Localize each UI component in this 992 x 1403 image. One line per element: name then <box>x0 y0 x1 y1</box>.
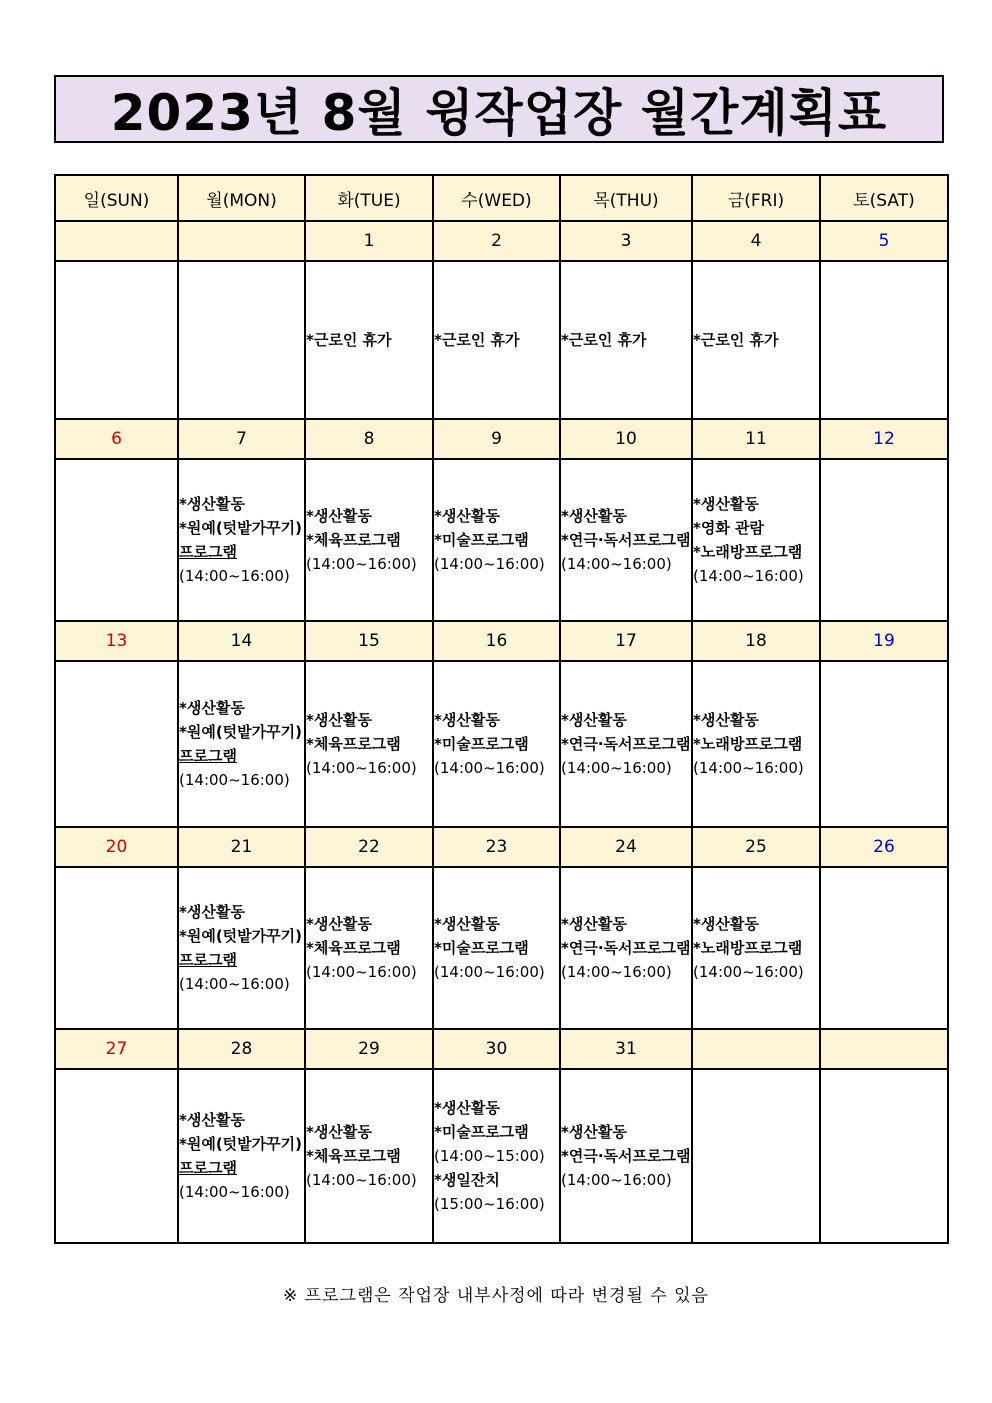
schedule-line: 프로그램 <box>179 747 237 765</box>
schedule-line: *생산활동 <box>306 1123 372 1141</box>
date-row <box>55 1029 948 1069</box>
schedule-cell <box>433 261 560 419</box>
calendar-table <box>54 174 949 1244</box>
schedule-line: (14:00~16:00) <box>179 975 290 993</box>
date-cell: 5 <box>820 221 948 261</box>
schedule-line: (14:00~16:00) <box>306 963 417 981</box>
schedule-cell <box>692 867 820 1029</box>
date-row <box>55 827 948 867</box>
date-cell: 19 <box>820 621 948 661</box>
date-cell <box>178 221 305 261</box>
schedule-row <box>55 459 948 621</box>
schedule-cell <box>692 459 820 621</box>
date-cell: 10 <box>560 419 692 459</box>
schedule-line: (14:00~16:00) <box>434 759 545 777</box>
date-cell: 11 <box>692 419 820 459</box>
schedule-line: (14:00~16:00) <box>306 555 417 573</box>
date-cell: 25 <box>692 827 820 867</box>
date-cell: 20 <box>55 827 178 867</box>
schedule-cell <box>433 867 560 1029</box>
schedule-line: *생산활동 <box>306 507 372 525</box>
schedule-row <box>55 867 948 1029</box>
schedule-cell <box>692 261 820 419</box>
schedule-line: *원예(텃밭가꾸기) <box>179 519 302 537</box>
schedule-cell <box>178 261 305 419</box>
schedule-row <box>55 1069 948 1243</box>
schedule-line: *원예(텃밭가꾸기) <box>179 1135 302 1153</box>
weekday-header: 일(SUN) <box>55 175 178 221</box>
schedule-cell <box>55 867 178 1029</box>
schedule-line: (14:00~16:00) <box>179 567 290 585</box>
schedule-cell <box>820 261 948 419</box>
schedule-line: (14:00~16:00) <box>693 759 804 777</box>
schedule-cell <box>820 1069 948 1243</box>
schedule-line: *체육프로그램 <box>306 531 401 549</box>
schedule-line: *미술프로그램 <box>434 735 529 753</box>
schedule-line: *체육프로그램 <box>306 1147 401 1165</box>
schedule-line: (14:00~16:00) <box>434 555 545 573</box>
weekday-header: 목(THU) <box>560 175 692 221</box>
date-cell: 12 <box>820 419 948 459</box>
schedule-cell <box>178 1069 305 1243</box>
schedule-line: (14:00~16:00) <box>434 963 545 981</box>
schedule-line: *영화 관람 <box>693 519 765 537</box>
date-cell: 14 <box>178 621 305 661</box>
schedule-cell <box>820 459 948 621</box>
weekday-header: 금(FRI) <box>692 175 820 221</box>
weekday-header: 월(MON) <box>178 175 305 221</box>
schedule-line: *생산활동 <box>434 711 500 729</box>
schedule-cell <box>820 867 948 1029</box>
schedule-line: *근로인 휴가 <box>306 331 392 349</box>
weekday-header: 토(SAT) <box>820 175 948 221</box>
schedule-line: *생산활동 <box>179 1111 245 1129</box>
schedule-cell <box>178 661 305 827</box>
schedule-cell <box>178 867 305 1029</box>
schedule-cell <box>305 261 433 419</box>
weekday-header-row <box>55 175 948 221</box>
date-cell: 3 <box>560 221 692 261</box>
schedule-line: *생산활동 <box>693 495 759 513</box>
schedule-line: *생산활동 <box>561 915 627 933</box>
schedule-cell <box>433 459 560 621</box>
schedule-line: (14:00~16:00) <box>306 1171 417 1189</box>
schedule-cell <box>433 661 560 827</box>
schedule-line: *근로인 휴가 <box>561 331 647 349</box>
schedule-row <box>55 261 948 419</box>
schedule-line: *노래방프로그램 <box>693 543 803 561</box>
schedule-row <box>55 661 948 827</box>
schedule-line: *생산활동 <box>306 915 372 933</box>
schedule-line: *생산활동 <box>561 1123 627 1141</box>
weekday-header: 수(WED) <box>433 175 560 221</box>
schedule-line: *생산활동 <box>179 903 245 921</box>
title-box <box>54 75 944 143</box>
date-cell: 8 <box>305 419 433 459</box>
schedule-cell <box>560 459 692 621</box>
schedule-cell <box>560 261 692 419</box>
date-cell: 15 <box>305 621 433 661</box>
schedule-line: (14:00~16:00) <box>693 567 804 585</box>
schedule-line: *생산활동 <box>693 915 759 933</box>
schedule-line: (15:00~16:00) <box>434 1195 545 1213</box>
schedule-cell <box>560 1069 692 1243</box>
schedule-cell <box>820 661 948 827</box>
schedule-line: (14:00~16:00) <box>306 759 417 777</box>
schedule-line: *생일잔치 <box>434 1171 500 1189</box>
date-cell: 18 <box>692 621 820 661</box>
schedule-line: *생산활동 <box>306 711 372 729</box>
weekday-header: 화(TUE) <box>305 175 433 221</box>
date-cell: 24 <box>560 827 692 867</box>
schedule-cell <box>55 1069 178 1243</box>
schedule-cell <box>55 261 178 419</box>
schedule-line: (14:00~16:00) <box>179 771 290 789</box>
schedule-line: *근로인 휴가 <box>693 331 779 349</box>
date-cell: 6 <box>55 419 178 459</box>
schedule-cell <box>560 867 692 1029</box>
schedule-line: *연극·독서프로그램 <box>561 939 691 957</box>
schedule-line: *연극·독서프로그램 <box>561 735 691 753</box>
date-row <box>55 621 948 661</box>
date-cell: 22 <box>305 827 433 867</box>
schedule-cell <box>692 1069 820 1243</box>
date-cell: 28 <box>178 1029 305 1069</box>
schedule-line: *미술프로그램 <box>434 531 529 549</box>
schedule-line: *연극·독서프로그램 <box>561 1147 691 1165</box>
date-cell: 16 <box>433 621 560 661</box>
schedule-line: *연극·독서프로그램 <box>561 531 691 549</box>
date-cell <box>55 221 178 261</box>
date-cell: 30 <box>433 1029 560 1069</box>
schedule-line: 프로그램 <box>179 1159 237 1177</box>
date-cell: 29 <box>305 1029 433 1069</box>
schedule-line: 프로그램 <box>179 951 237 969</box>
schedule-cell <box>305 661 433 827</box>
schedule-cell <box>178 459 305 621</box>
date-cell: 27 <box>55 1029 178 1069</box>
date-cell: 9 <box>433 419 560 459</box>
schedule-line: *원예(텃밭가꾸기) <box>179 927 302 945</box>
date-cell: 21 <box>178 827 305 867</box>
schedule-line: *미술프로그램 <box>434 1123 529 1141</box>
schedule-cell <box>692 661 820 827</box>
schedule-line: *체육프로그램 <box>306 939 401 957</box>
schedule-cell <box>55 459 178 621</box>
footnote: ※ 프로그램은 작업장 내부사정에 따라 변경될 수 있음 <box>283 1286 709 1306</box>
schedule-cell <box>305 1069 433 1243</box>
schedule-cell <box>433 1069 560 1243</box>
date-cell: 23 <box>433 827 560 867</box>
schedule-line: *생산활동 <box>434 915 500 933</box>
schedule-line: (14:00~16:00) <box>179 1183 290 1201</box>
schedule-line: *생산활동 <box>434 507 500 525</box>
schedule-line: *생산활동 <box>179 495 245 513</box>
schedule-line: (14:00~16:00) <box>561 1171 672 1189</box>
schedule-line: *생산활동 <box>693 711 759 729</box>
schedule-line: (14:00~15:00) <box>434 1147 545 1165</box>
schedule-cell <box>305 867 433 1029</box>
date-row <box>55 419 948 459</box>
schedule-line: (14:00~16:00) <box>561 963 672 981</box>
date-cell <box>692 1029 820 1069</box>
schedule-cell <box>560 661 692 827</box>
schedule-line: *생산활동 <box>434 1099 500 1117</box>
schedule-cell <box>305 459 433 621</box>
date-cell: 1 <box>305 221 433 261</box>
schedule-cell <box>55 661 178 827</box>
schedule-line: *생산활동 <box>561 507 627 525</box>
date-cell: 31 <box>560 1029 692 1069</box>
schedule-line: *노래방프로그램 <box>693 735 803 753</box>
schedule-line: *원예(텃밭가꾸기) <box>179 723 302 741</box>
schedule-line: (14:00~16:00) <box>561 555 672 573</box>
page-title: 2023년 8월 윙작업장 월간계획표 <box>110 84 888 142</box>
date-cell: 4 <box>692 221 820 261</box>
schedule-line: *체육프로그램 <box>306 735 401 753</box>
schedule-line: 프로그램 <box>179 543 237 561</box>
date-cell: 17 <box>560 621 692 661</box>
date-cell: 7 <box>178 419 305 459</box>
schedule-line: (14:00~16:00) <box>561 759 672 777</box>
date-cell: 2 <box>433 221 560 261</box>
date-cell: 26 <box>820 827 948 867</box>
schedule-line: *생산활동 <box>561 711 627 729</box>
date-cell <box>820 1029 948 1069</box>
schedule-line: *생산활동 <box>179 699 245 717</box>
date-row <box>55 221 948 261</box>
schedule-line: (14:00~16:00) <box>693 963 804 981</box>
date-cell: 13 <box>55 621 178 661</box>
schedule-line: *미술프로그램 <box>434 939 529 957</box>
schedule-line: *노래방프로그램 <box>693 939 803 957</box>
schedule-line: *근로인 휴가 <box>434 331 520 349</box>
